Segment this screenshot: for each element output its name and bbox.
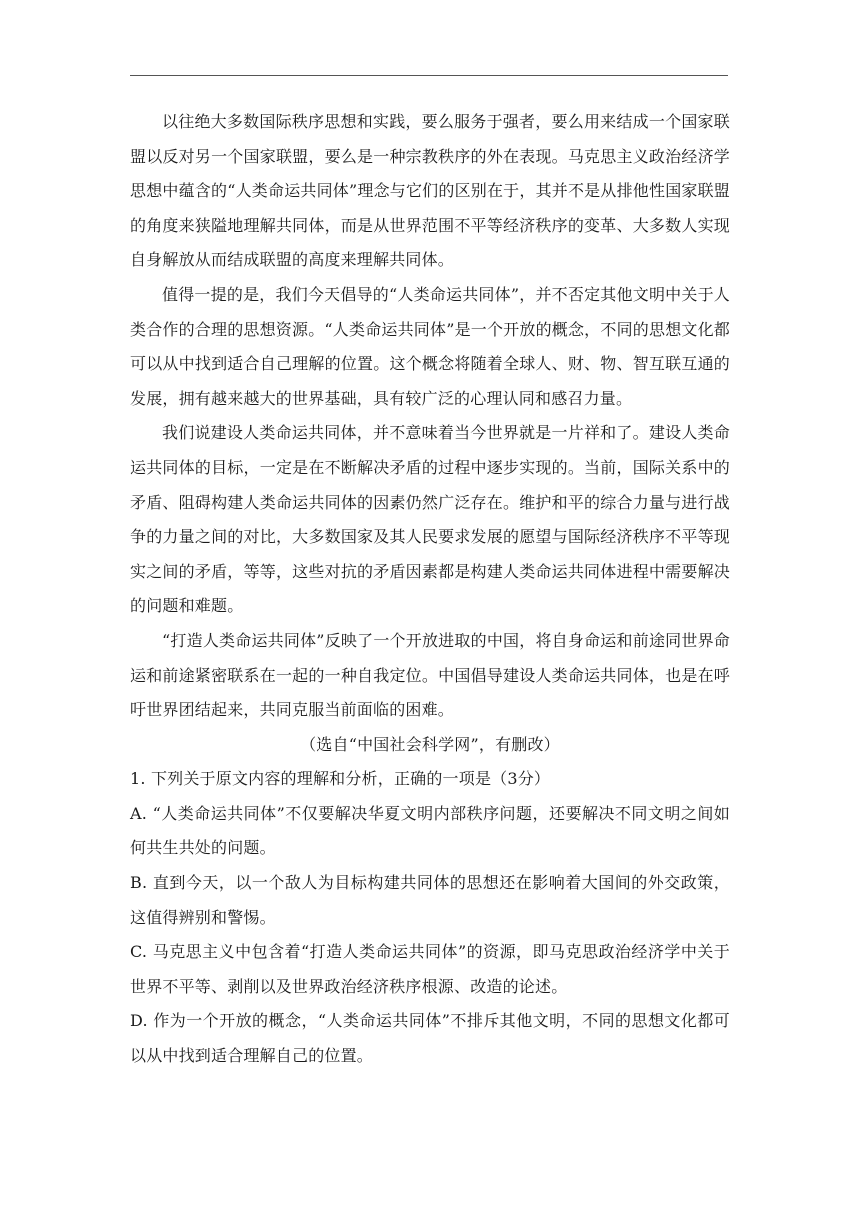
paragraph-3: 我们说建设人类命运共同体，并不意味着当今世界就是一片祥和了。建设人类命运共同体的目标，一定是在不断解决矛盾的过程中逐步实现的。当前，国际关系中的矛盾、阻碍构建人类命运共同体的因素仍然广泛存在。维护和平的综合力量与进行战争的力量之间的对比，大多数国家及其人民要求发展的愿望与国际经济秩序不平等现实之间的矛盾，等等，这些对抗的矛盾因素都是构建人类命运共同体进程中需要解决的问题和难题。 xyxy=(130,423,730,616)
paragraph-2: 值得一提的是，我们今天倡导的“人类命运共同体”，并不否定其他文明中关于人类合作的合理的思想资源。“人类命运共同体”是一个开放的概念，不同的思想文化都可以从中找到适合自己理解的位置。这个概念将随着全球人、财、物、智互联互通的发展，拥有越来越大的世界基础，具有较广泛的心理认同和感召力量。 xyxy=(130,284,730,408)
question-stem: 1. 下列关于原文内容的理解和分析，正确的一项是（3分） xyxy=(130,769,551,789)
paragraph-1: 以往绝大多数国际秩序思想和实践，要么服务于强者，要么用来结成一个国家联盟以反对另一个国家联盟，要么是一种宗教秩序的外在表现。马克思主义政治经济学思想中蕴含的“人类命运共同体”理念与它们的区别在于，其并不是从排他性国家联盟的角度来狭隘地理解共同体，而是从世界范围不平等经济秩序的变革、大多数人实现自身解放从而结成联盟的高度来理解共同体。 xyxy=(130,112,730,270)
header-rule xyxy=(130,75,728,76)
document-body xyxy=(130,105,730,1074)
paragraph-4: “打造人类命运共同体”反映了一个开放进取的中国，将自身命运和前途同世界命运和前途紧密联系在一起的一种自我定位。中国倡导建设人类命运共同体，也是在呼吁世界团结起来，共同克服当前面临的困难。 xyxy=(130,630,730,720)
option-d: D. 作为一个开放的概念，“人类命运共同体”不排斥其他文明，不同的思想文化都可以从中找到适合理解自己的位置。 xyxy=(130,1011,730,1066)
option-a: A. “人类命运共同体”不仅要解决华夏文明内部秩序问题，还要解决不同文明之间如何共生共处的问题。 xyxy=(130,803,730,858)
source-citation: （选自“中国社会科学网”，有删改） xyxy=(300,734,560,754)
option-c: C. 马克思主义中包含着“打造人类命运共同体”的资源，即马克思政治经济学中关于世界不平等、剥削以及世界政治经济秩序根源、改造的论述。 xyxy=(130,942,730,996)
option-b: B. 直到今天，以一个敌人为目标构建共同体的思想还在影响着大国间的外交政策，这值得辨别和警惕。 xyxy=(130,873,730,927)
